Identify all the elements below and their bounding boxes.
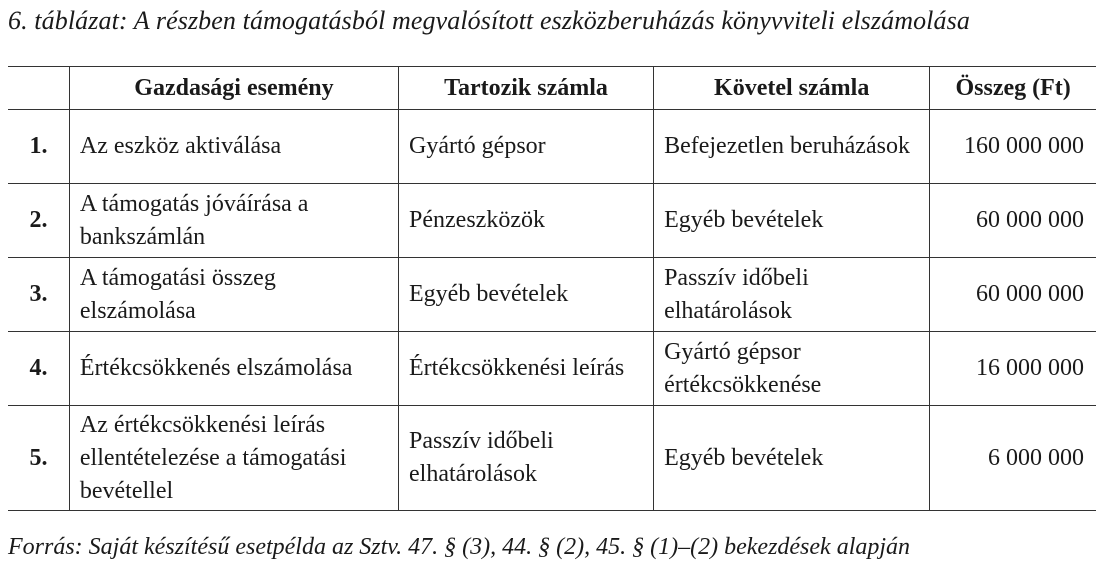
row-number: 2. <box>8 184 69 258</box>
table-header-row <box>8 67 1096 110</box>
debit-account-cell: Gyártó gépsor <box>399 110 654 184</box>
header-debit-account: Tartozik számla <box>399 67 654 110</box>
amount-cell: 60 000 000 <box>930 258 1096 332</box>
credit-account-cell: Gyártó gépsor értékcsökkenése <box>654 332 930 406</box>
table-row <box>8 110 1096 184</box>
table-row <box>8 258 1096 332</box>
economic-event-cell: A támogatási összeg elszámolása <box>69 258 398 332</box>
row-number: 4. <box>8 332 69 406</box>
debit-account-cell: Pénzeszközök <box>399 184 654 258</box>
table-caption: 6. táblázat: A részben támogatásból megvalósított eszközberuházás könyvviteli elszámolása <box>8 6 970 35</box>
accounting-table <box>8 66 1096 511</box>
row-number: 5. <box>8 406 69 511</box>
header-number <box>8 67 69 110</box>
header-amount: Összeg (Ft) <box>930 67 1096 110</box>
table-row <box>8 332 1096 406</box>
amount-cell: 16 000 000 <box>930 332 1096 406</box>
credit-account-cell: Befejezetlen beruházások <box>654 110 930 184</box>
header-economic-event: Gazdasági esemény <box>69 67 398 110</box>
credit-account-cell: Passzív időbeli elhatárolások <box>654 258 930 332</box>
credit-account-cell: Egyéb bevételek <box>654 184 930 258</box>
debit-account-cell: Egyéb bevételek <box>399 258 654 332</box>
debit-account-cell: Értékcsökkenési leírás <box>399 332 654 406</box>
source-note: Forrás: Saját készítésű esetpélda az Sztv. 47. § (3), 44. § (2), 45. § (1)–(2) bekezdések alapján <box>8 534 911 560</box>
table-row <box>8 184 1096 258</box>
row-number: 1. <box>8 110 69 184</box>
economic-event-cell: Az értékcsökkenési leírás ellentételezése a támogatási bevétellel <box>69 406 398 511</box>
row-number: 3. <box>8 258 69 332</box>
header-credit-account: Követel számla <box>654 67 930 110</box>
debit-account-cell: Passzív időbeli elhatárolások <box>399 406 654 511</box>
credit-account-cell: Egyéb bevételek <box>654 406 930 511</box>
economic-event-cell: Az eszköz aktiválása <box>69 110 398 184</box>
economic-event-cell: Értékcsökkenés elszámolása <box>69 332 398 406</box>
economic-event-cell: A támogatás jóváírása a bankszámlán <box>69 184 398 258</box>
amount-cell: 60 000 000 <box>930 184 1096 258</box>
amount-cell: 160 000 000 <box>930 110 1096 184</box>
amount-cell: 6 000 000 <box>930 406 1096 511</box>
table-row <box>8 406 1096 511</box>
